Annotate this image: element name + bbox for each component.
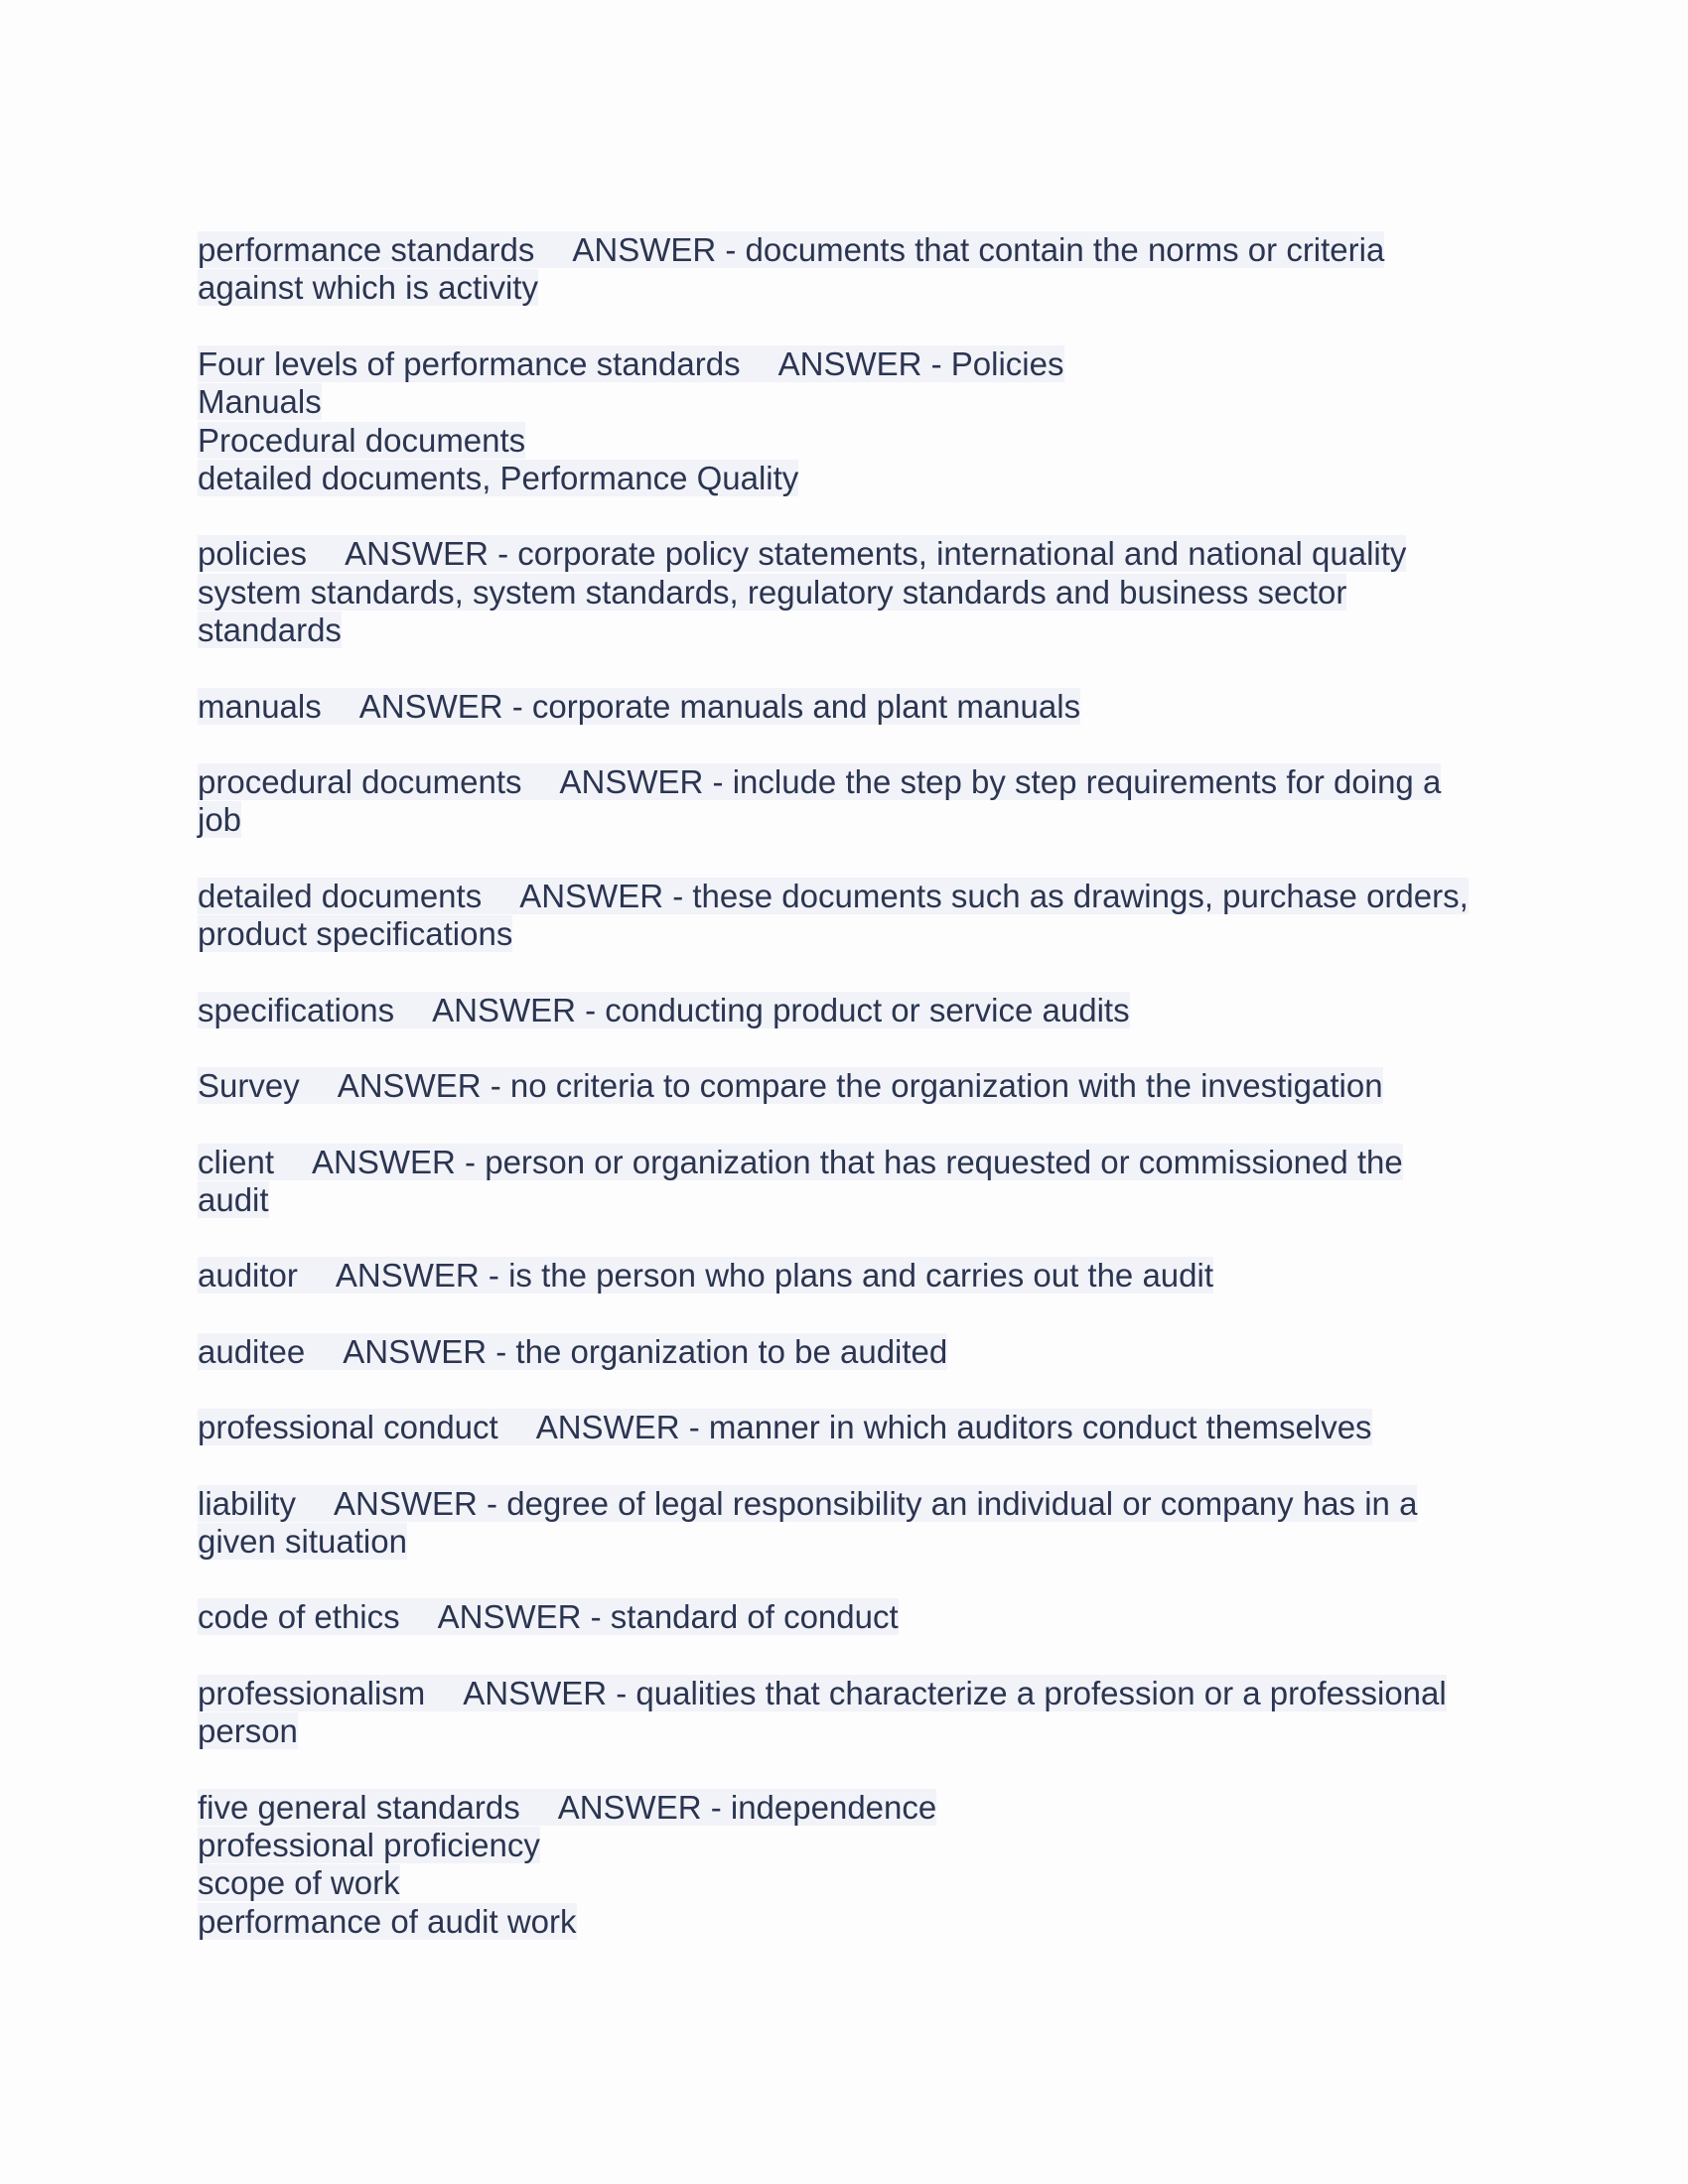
qa-entry-liability: [198, 1485, 1499, 1562]
answer: ANSWER - Policies: [777, 344, 1064, 382]
qa-entry-professional-conduct: [198, 1409, 1499, 1446]
answer: ANSWER - include the step by step requirements for doing a: [559, 763, 1442, 801]
qa-entry-performance-standards: [198, 231, 1499, 308]
answer-continuation: performance of audit work: [198, 1902, 577, 1940]
answer: ANSWER - is the person who plans and carries out the audit: [335, 1257, 1214, 1295]
answer: ANSWER - no criteria to compare the organization with the investigation: [337, 1067, 1383, 1105]
term: professional conduct: [198, 1409, 498, 1446]
answer: ANSWER - independence: [557, 1788, 937, 1826]
answer-continuation: Procedural documents: [198, 421, 526, 459]
answer-continuation: given situation: [198, 1522, 407, 1560]
term: auditee: [198, 1332, 306, 1370]
term: Survey: [198, 1067, 300, 1105]
answer-continuation: product specifications: [198, 915, 513, 953]
qa-entry-survey: [198, 1067, 1499, 1105]
answer-continuation: person: [198, 1712, 298, 1750]
term: manuals: [198, 687, 322, 725]
term: code of ethics: [198, 1598, 400, 1636]
answer: ANSWER - degree of legal responsibility an individual or company has in a: [334, 1484, 1418, 1522]
answer-continuation: against which is activity: [198, 269, 538, 307]
qa-entry-specifications: [198, 992, 1499, 1029]
qa-entry-four-levels: [198, 345, 1499, 498]
term: detailed documents: [198, 877, 483, 914]
qa-entry-five-general-standards: [198, 1789, 1499, 1942]
qa-entry-code-of-ethics: [198, 1598, 1499, 1636]
term: professionalism: [198, 1674, 426, 1711]
answer-continuation: professional proficiency: [198, 1826, 540, 1863]
answer: ANSWER - standard of conduct: [437, 1598, 899, 1636]
answer: ANSWER - manner in which auditors conduct themselves: [535, 1409, 1372, 1446]
answer: ANSWER - conducting product or service audits: [432, 991, 1130, 1028]
term: auditor: [198, 1257, 298, 1295]
answer: ANSWER - the organization to be audited: [343, 1332, 948, 1370]
term: procedural documents: [198, 763, 522, 801]
qa-entry-client: [198, 1144, 1499, 1220]
term: liability: [198, 1484, 297, 1522]
term: Four levels of performance standards: [198, 344, 741, 382]
answer: ANSWER - corporate manuals and plant manuals: [358, 687, 1081, 725]
term: specifications: [198, 991, 395, 1028]
term: client: [198, 1143, 275, 1180]
answer: ANSWER - corporate policy statements, international and national quality: [345, 535, 1407, 573]
answer-continuation: detailed documents, Performance Quality: [198, 460, 799, 497]
answer-continuation: job: [198, 801, 242, 839]
answer: ANSWER - documents that contain the norms or criteria: [572, 231, 1385, 268]
answer-continuation: Manuals: [198, 383, 322, 421]
qa-entry-professionalism: [198, 1675, 1499, 1751]
answer-continuation: system standards, system standards, regulatory standards and business sector: [198, 573, 1347, 611]
answer-continuation: audit: [198, 1180, 269, 1218]
qa-entry-detailed-documents: [198, 878, 1499, 954]
qa-entry-auditee: [198, 1333, 1499, 1371]
qa-entry-policies: [198, 535, 1499, 649]
answer: ANSWER - these documents such as drawings, purchase orders,: [519, 877, 1469, 914]
answer: ANSWER - qualities that characterize a profession or a professional: [463, 1674, 1447, 1711]
qa-entry-auditor: [198, 1257, 1499, 1295]
term: performance standards: [198, 231, 535, 268]
qa-entry-manuals: [198, 688, 1499, 726]
term: policies: [198, 535, 308, 573]
qa-entry-procedural-documents: [198, 763, 1499, 840]
answer-continuation: standards: [198, 612, 342, 649]
answer-continuation: scope of work: [198, 1864, 400, 1902]
answer: ANSWER - person or organization that has requested or commissioned the: [312, 1143, 1403, 1180]
term: five general standards: [198, 1788, 520, 1826]
